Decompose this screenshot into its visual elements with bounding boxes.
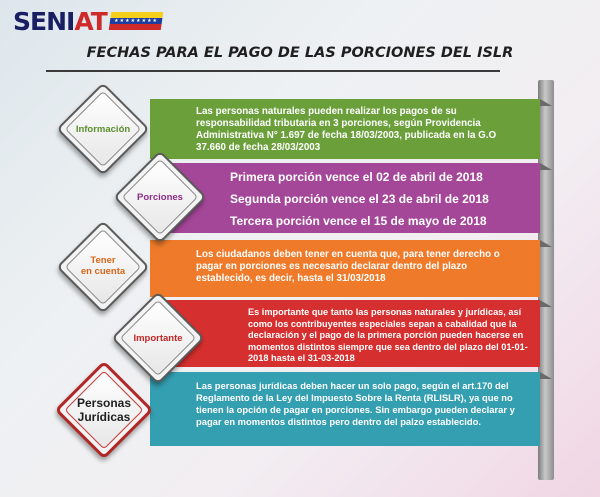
personas-juridicas-text: Las personas jurídicas deben hacer un solo pago, según el art.170 del Reglamento de la Ley del Impuesto Sobre la Renta (RLISLR), ya que no tienen la opción de pagar en porciones. Sin embargo pueden declarar y pagar en momentos distintos pero dentro del palzo establecido. [196, 380, 515, 427]
porcion-line-2: Segunda porción vence el 23 de abril de 2018 [230, 192, 489, 206]
tener-en-cuenta-label: Tener en cuenta [80, 255, 126, 277]
venezuela-flag-icon: ★★★★★★★★ [109, 12, 164, 30]
title-underline [46, 70, 500, 72]
page-title: FECHAS PARA EL PAGO DE LAS PORCIONES DEL ISLR [86, 45, 514, 61]
personas-juridicas-label: Personas Jurídicas [76, 396, 132, 424]
tener-en-cuenta-text: Los ciudadanos deben tener en cuenta que, para tener derecho o pagar en porciones es necesario declarar dentro del plazo establecido, es decir, hasta el 31/03/2018 [196, 249, 500, 284]
info-label: Información [75, 124, 131, 135]
seniat-logo [13, 6, 162, 36]
personas-juridicas-band [150, 372, 540, 446]
logo-text: SENIAT [13, 6, 107, 36]
porciones-label: Porciones [137, 192, 183, 203]
porcion-line-1: Primera porción vence el 02 de abril de 2018 [230, 170, 483, 184]
importante-label: Importante [133, 333, 183, 344]
importante-band [150, 300, 540, 367]
importante-text: Es importante que tanto las personas naturales y jurídicas, así como los contribuyentes especiales sepan a cabalidad que la declaración y el pago de la primera porción pueden hacerse en momentos distintos siempre que sea dentro del plazo del 01-01-2018 hasta el 31-03-2018 [248, 307, 528, 364]
tener-en-cuenta-band [150, 240, 540, 297]
info-text: Las personas naturales pueden realizar los pagos de su responsabilidad tributaria en 3 porciones, según Providencia Administrativa N° 1.697 de fecha 18/03/2003, publicada en la G.O 37.660 de fecha 28/03/2003 [196, 106, 497, 153]
porcion-line-3: Tercera porción vence el 15 de mayo de 2018 [230, 214, 487, 228]
info-band [150, 99, 540, 159]
vertical-pole [538, 80, 554, 480]
